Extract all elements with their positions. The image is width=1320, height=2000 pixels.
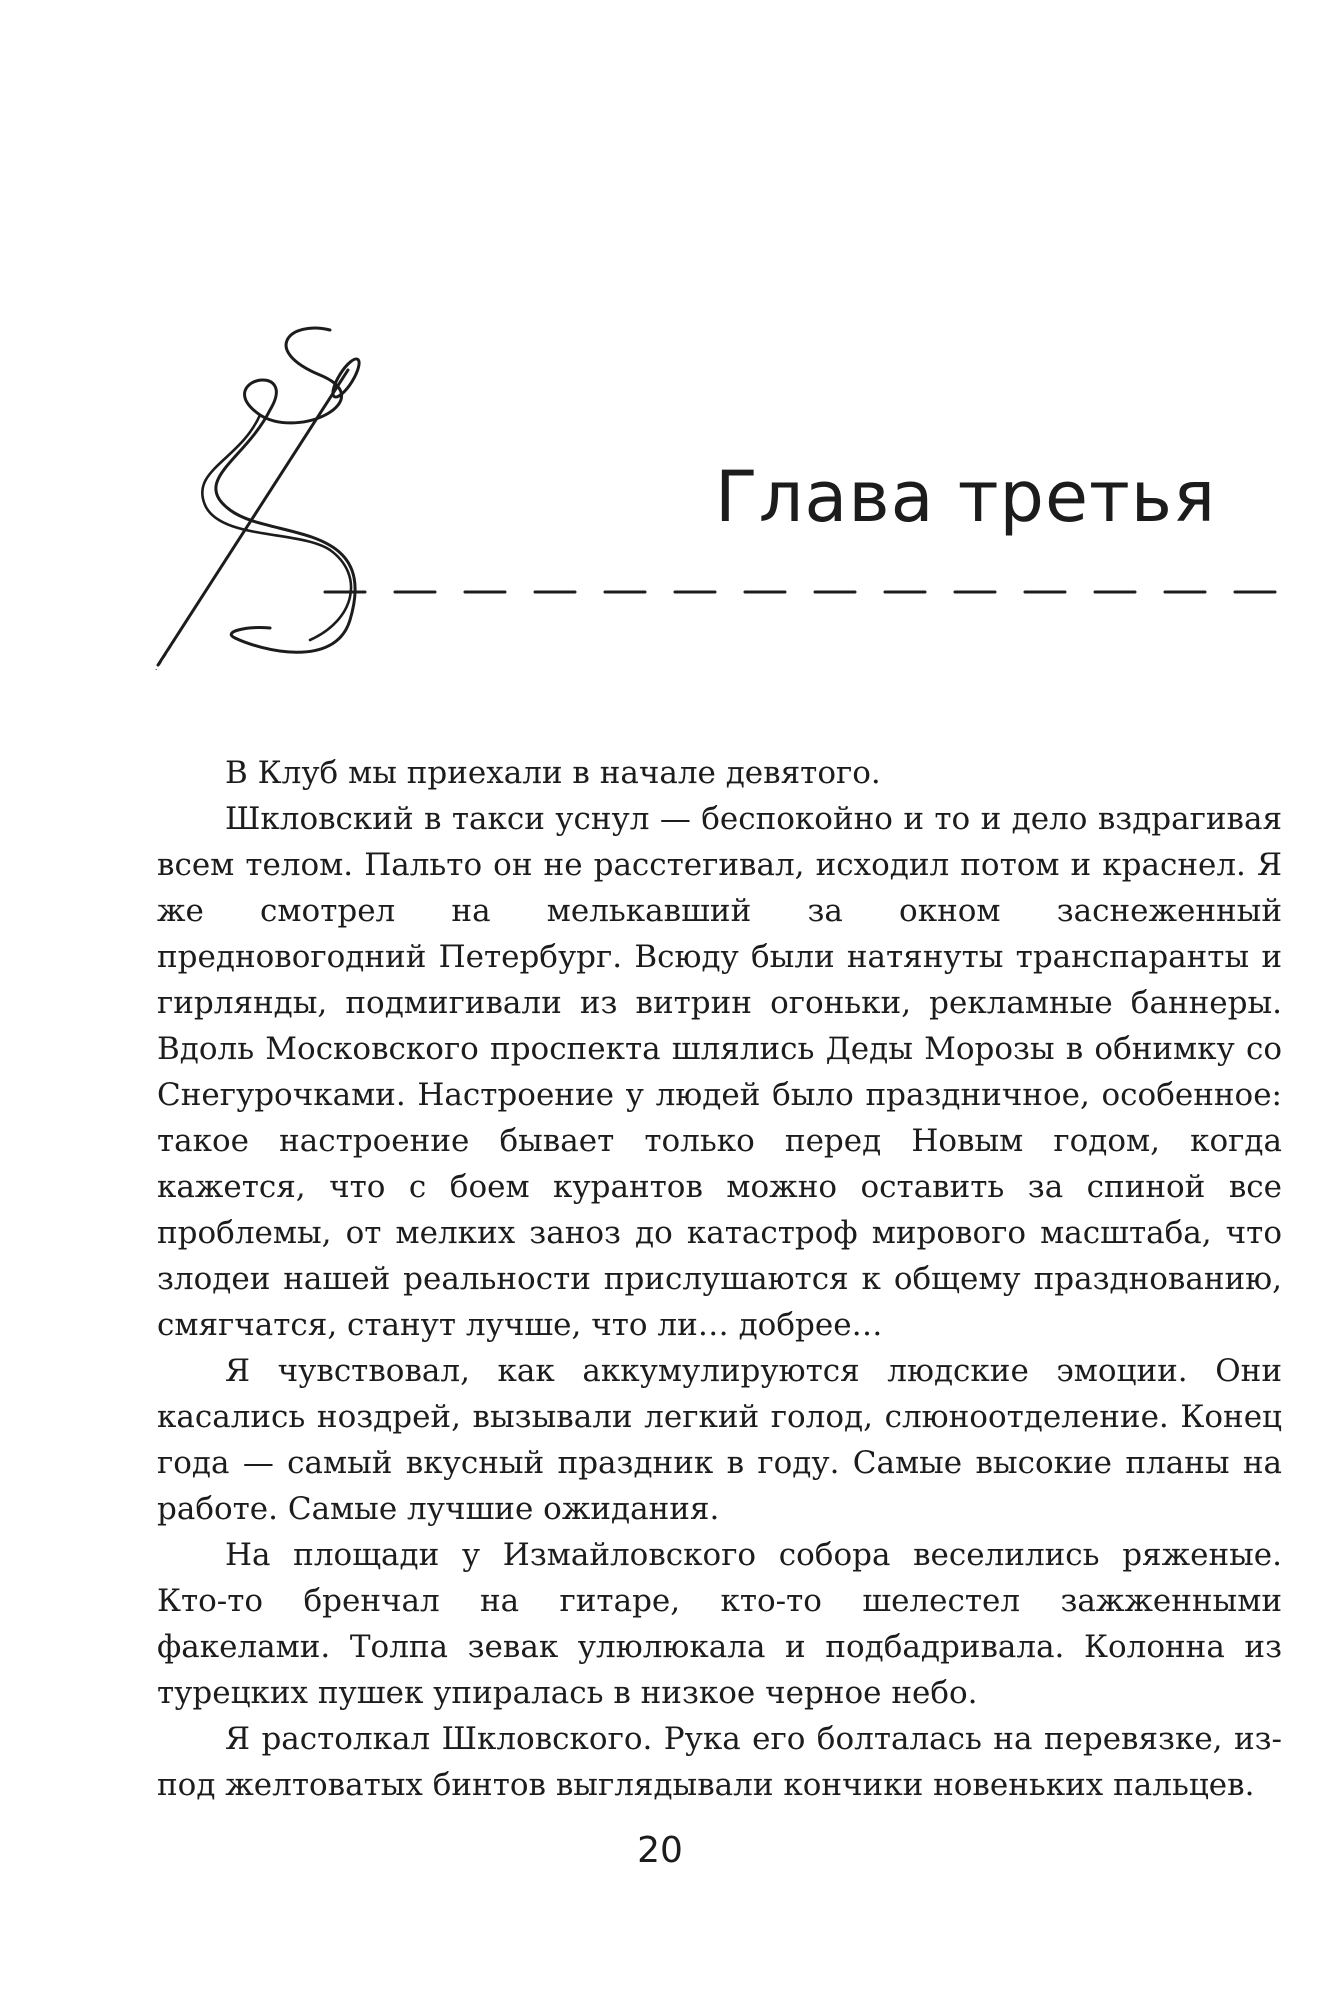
paragraph: В Клуб мы приехали в начале девятого. bbox=[225, 755, 881, 791]
paragraph: Шкловский в такси уснул — беспокойно и то и дело вздрагивая всем телом. Пальто он не расстегивал, исходил потом и краснел. Я же смотрел на мелькавший за окном заснеженный предновогодний Петербург. Всюду были натянуты транспаранты и гирлянды, подмигивали из витрин огоньки, рекламные баннеры. Вдоль Московского проспекта шлялись Деды Морозы в обнимку со Снегурочками. Настроение у людей было праздничное, особенное: такое настроение бывает только перед Новым годом, когда кажется, что с боем курантов можно оставить за спиной все проблемы, от мелких заноз до катастроф мирового масштаба, что злодеи нашей реальности прислушаются к общему празднованию, смягчатся, станут лучше, что ли… добрее… bbox=[157, 801, 1282, 1343]
chapter-body bbox=[157, 750, 1282, 1808]
needle-eye bbox=[328, 356, 363, 401]
paragraph: Я чувствовал, как аккумулируются людские эмоции. Они касались ноздрей, вызывали легкий голод, слюноотделение. Конец года — самый вкусный праздник в году. Самые высокие планы на работе. Самые лучшие ожидания. bbox=[157, 1353, 1282, 1527]
needle-body bbox=[158, 370, 348, 665]
paragraph: На площади у Измайловского собора веселились ряженые. Кто-то бренчал на гитаре, кто-то шелестел зажженными факелами. Толпа зевак улюлюкала и подбадривала. Колонна из турецких пушек упиралась в низкое черное небо. bbox=[157, 1537, 1282, 1711]
page-number: 20 bbox=[637, 1830, 683, 1871]
thread-swirl bbox=[216, 328, 355, 652]
needle-and-thread-icon bbox=[150, 320, 480, 670]
chapter-title: Глава третья bbox=[715, 456, 1217, 538]
paragraph: Я растолкал Шкловского. Рука его болталась на перевязке, из-под желтоватых бинтов выглядывали кончики новеньких пальцев. bbox=[157, 1721, 1282, 1803]
